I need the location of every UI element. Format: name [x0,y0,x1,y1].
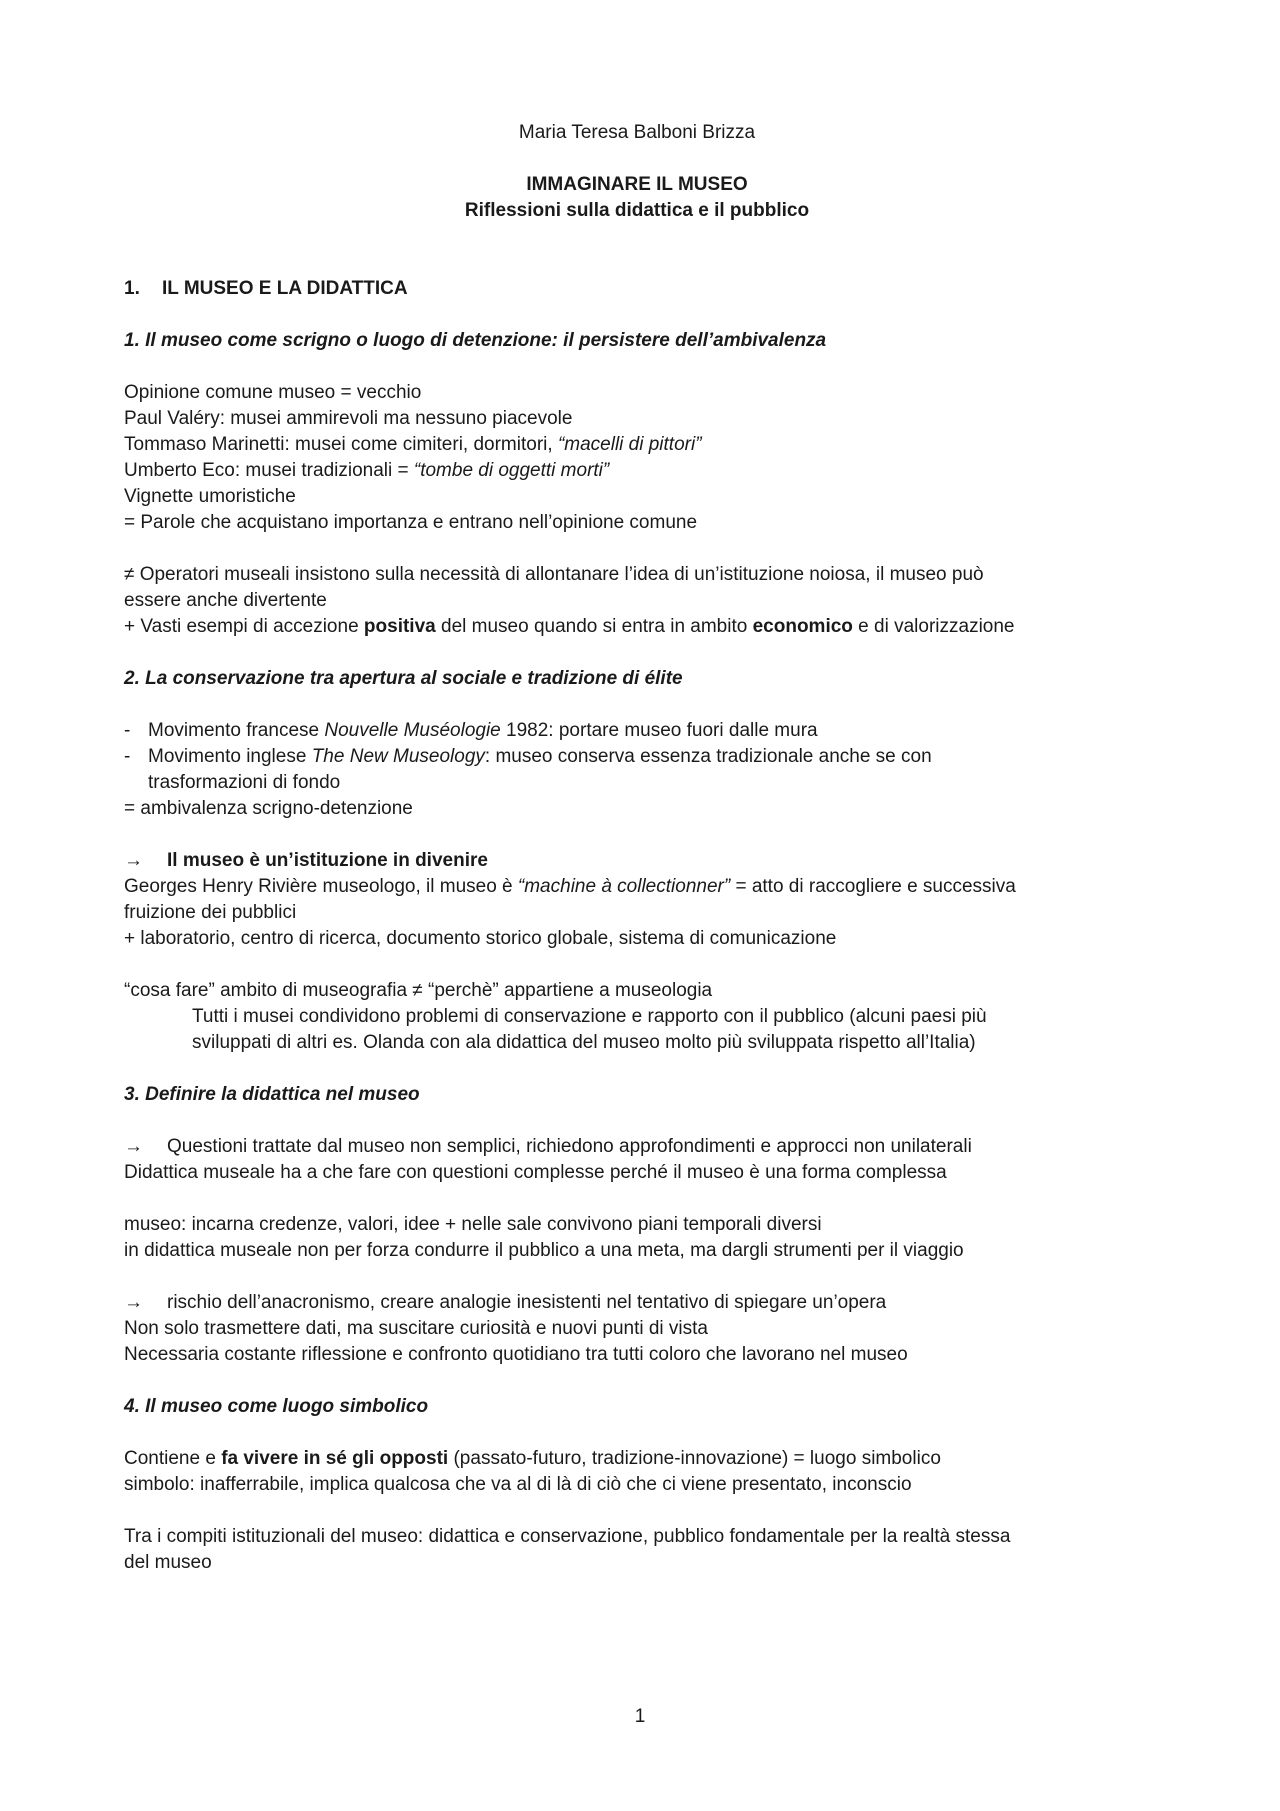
text-span: : museo conserva essenza tradizionale anche se con [484,746,932,767]
bold-term: fa vivere in sé gli opposti [221,1448,449,1469]
text-line: Necessaria costante riflessione e confronto quotidiano tra tutti coloro che lavorano nel museo [124,1344,908,1365]
text-line: = ambivalenza scrigno-detenzione [124,798,413,819]
text-line: Tra i compiti istituzionali del museo: didattica e conservazione, pubblico fondamentale per la realtà stessa [124,1526,1011,1547]
text-line: Vignette umoristiche [124,486,296,507]
text-line: del museo [124,1552,212,1573]
section-4-paragraph-1 [124,1446,1150,1498]
list-item-text [148,718,818,744]
text-line [124,874,1150,900]
text-line: essere anche divertente [124,590,327,611]
arrow-statement [124,848,1150,874]
text-span: = atto di raccogliere e successiva [730,876,1016,897]
list-item-text [148,744,932,796]
section-4-heading: 4. Il museo come luogo simbolico [124,1396,429,1417]
document-title: IMMAGINARE IL MUSEO [526,174,748,195]
section-3-paragraph-3 [124,1290,1150,1368]
section-3-paragraph-2 [124,1212,1150,1264]
text-line [124,1446,1150,1472]
text-span: Movimento inglese [148,746,312,767]
bold-term: economico [752,616,853,637]
arrow-statement [124,1134,1150,1160]
text-line-indented: sviluppati di altri es. Olanda con ala didattica del museo molto più sviluppata rispetto all’Italia) [192,1032,976,1053]
text-line: = Parole che acquistano importanza e entrano nell’opinione comune [124,512,698,533]
text-span: Movimento francese [148,720,325,741]
section-1-heading: 1. Il museo come scrigno o luogo di detenzione: il persistere dell’ambivalenza [124,330,827,351]
text-span: Tommaso Marinetti: musei come cimiteri, dormitori, [124,434,558,455]
text-span: + Vasti esempi di accezione [124,616,364,637]
section-1-paragraph-2 [124,562,1150,640]
text-span: Contiene e [124,1448,222,1469]
arrow-statement [124,1290,1150,1316]
section-2-paragraph-museografia [124,978,1150,1056]
italic-term: The New Museology [311,746,485,767]
section-3-heading: 3. Definire la didattica nel museo [124,1084,420,1105]
section-1-paragraph-1 [124,380,1150,536]
text-line: Paul Valéry: musei ammirevoli ma nessuno piacevole [124,408,573,429]
section-3-paragraph-1: Didattica museale ha a che fare con questioni complesse perché il museo è una forma complessa [124,1162,947,1183]
text-span: trasformazioni di fondo [148,772,341,793]
text-span: e di valorizzazione [852,616,1015,637]
text-line [124,432,1150,458]
section-4-paragraph-2 [124,1524,1150,1576]
text-line [124,614,1150,640]
text-line: Non solo trasmettere dati, ma suscitare curiosità e nuovi punti di vista [124,1318,708,1339]
arrow-right-icon: → [124,850,143,871]
text-line: “cosa fare” ambito di museografia ≠ “perchè” appartiene a museologia [124,980,713,1001]
text-line-indented: Tutti i musei condividono problemi di conservazione e rapporto con il pubblico (alcuni paesi più [192,1006,987,1027]
quote-italic: “machine à collectionner” [517,876,731,897]
author-name: Maria Teresa Balboni Brizza [518,122,756,143]
chapter-heading [124,276,1150,302]
text-span: (passato-futuro, tradizione-innovazione) = luogo simbolico [448,1448,941,1469]
arrow-statement-text: Questioni trattate dal museo non semplici, richiedono approfondimenti e approcci non unilaterali [167,1136,972,1157]
italic-term: Nouvelle Muséologie [324,720,501,741]
arrow-right-icon: → [124,1292,143,1313]
text-line [124,458,1150,484]
document-subtitle: Riflessioni sulla didattica e il pubblico [464,200,810,221]
text-line: fruizione dei pubblici [124,902,297,923]
text-line: in didattica museale non per forza condurre il pubblico a una meta, ma dargli strumenti per il viaggio [124,1240,964,1261]
arrow-statement-text: rischio dell’anacronismo, creare analogie inesistenti nel tentativo di spiegare un’opera [167,1292,887,1313]
bold-term: positiva [363,616,436,637]
text-line: simbolo: inafferrabile, implica qualcosa che va al di là di ciò che ci viene presentato, inconscio [124,1474,912,1495]
text-span: Umberto Eco: musei tradizionali = [124,460,414,481]
chapter-title: IL MUSEO E LA DIDATTICA [162,278,408,299]
section-2-heading: 2. La conservazione tra apertura al sociale e tradizione di élite [124,668,683,689]
arrow-right-icon: → [124,1136,143,1157]
text-line: ≠ Operatori museali insistono sulla necessità di allontanare l’idea di un’istituzione noiosa, il museo può [124,564,984,585]
text-line: + laboratorio, centro di ricerca, documento storico globale, sistema di comunicazione [124,928,837,949]
text-span: 1982: portare museo fuori dalle mura [500,720,818,741]
text-span: del museo quando si entra in ambito [435,616,753,637]
page-number: 1 [634,1706,646,1727]
section-2-list [124,718,1150,822]
text-line: Opinione comune museo = vecchio [124,382,422,403]
arrow-statement-text: Il museo è un’istituzione in divenire [167,850,488,871]
chapter-number: 1. [124,278,140,299]
quote-italic: “macelli di pittori” [557,434,702,455]
text-span: Georges Henry Rivière museologo, il museo è [124,876,518,897]
list-item [124,718,1150,744]
dash-bullet: - [124,746,131,767]
text-line: museo: incarna credenze, valori, idee + nelle sale convivono piani temporali diversi [124,1214,822,1235]
list-item [124,744,1150,796]
section-2-paragraph-riviere [124,874,1150,952]
dash-bullet: - [124,720,131,741]
quote-italic: “tombe di oggetti morti” [413,460,610,481]
